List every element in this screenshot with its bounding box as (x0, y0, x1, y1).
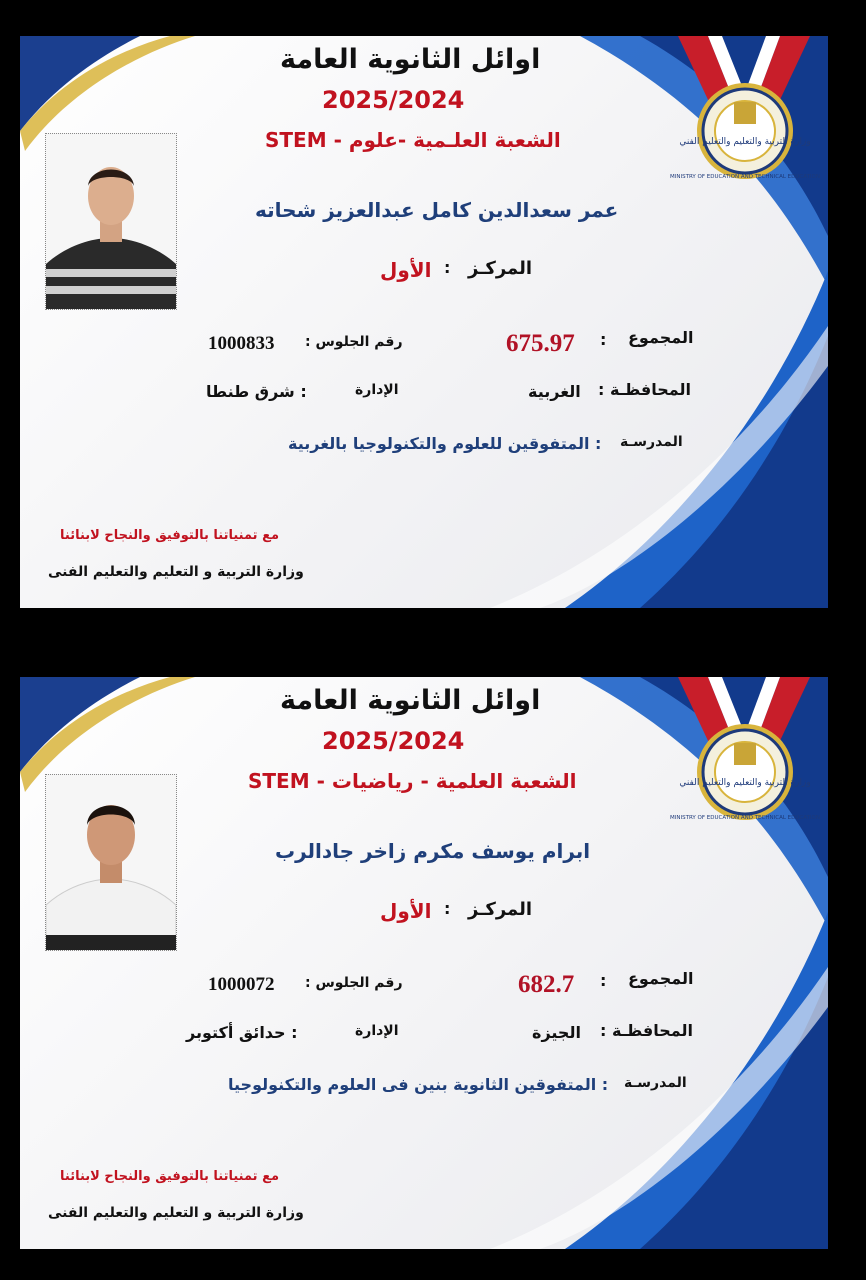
svg-text:MINISTRY OF EDUCATION AND TECH: MINISTRY OF EDUCATION AND TECHNICAL EDUCATION (670, 815, 820, 821)
ministry-name: وزارة التربية و التعليم والتعليم الفنى (48, 1205, 304, 1221)
rank-colon: : (444, 899, 451, 918)
ministry-medal (670, 677, 820, 827)
student-name: ابرام يوسف مكرم زاخر جادالرب (275, 839, 591, 863)
total-colon: : (600, 330, 607, 349)
total-value: 675.97 (506, 330, 575, 357)
eagle-emblem-icon (734, 102, 756, 124)
total-value: 682.7 (518, 971, 575, 998)
svg-text:وزارة التربية والتعليم والتعلي: وزارة التربية والتعليم والتعليم الفني (679, 778, 811, 788)
seat-label: رقم الجلوس : (305, 975, 403, 991)
governorate-value: الجيزة (532, 1023, 581, 1042)
award-card-2 (20, 677, 828, 1249)
seat-value: 1000833 (208, 333, 275, 354)
school-label: المدرسـة (624, 1075, 687, 1091)
page-title: اوائل الثانوية العامة (280, 44, 541, 75)
wishes-text: مع تمنياتنا بالتوفيق والنجاح لابنائنا (60, 528, 279, 543)
seat-value: 1000072 (208, 974, 275, 995)
svg-text:وزارة التربية والتعليم والتعلي: وزارة التربية والتعليم والتعليم الفني (679, 137, 811, 147)
ministry-medal (670, 36, 820, 186)
ministry-name: وزارة التربية و التعليم والتعليم الفنى (48, 564, 304, 580)
rank-value: الأول (380, 258, 432, 282)
governorate-label: المحافظـة : (598, 380, 691, 399)
administration-label: الإدارة (355, 382, 399, 398)
student-name: عمر سعدالدين كامل عبدالعزيز شحاته (255, 198, 619, 222)
rank-colon: : (444, 258, 451, 277)
total-label: المجموع (628, 969, 694, 988)
rank-value: الأول (380, 899, 432, 923)
page-title: اوائل الثانوية العامة (280, 685, 541, 716)
academic-year: 2025/2024 (322, 86, 465, 114)
governorate-label: المحافظـة : (600, 1021, 693, 1040)
seat-label: رقم الجلوس : (305, 334, 403, 350)
rank-label: المركـز (468, 899, 533, 920)
wishes-text: مع تمنياتنا بالتوفيق والنجاح لابنائنا (60, 1169, 279, 1184)
total-colon: : (600, 971, 607, 990)
svg-text:MINISTRY OF EDUCATION AND TECH: MINISTRY OF EDUCATION AND TECHNICAL EDUCATION (670, 174, 820, 180)
administration-value: : شرق طنطا (206, 382, 307, 401)
administration-label: الإدارة (355, 1023, 399, 1039)
eagle-emblem-icon (734, 743, 756, 765)
total-label: المجموع (628, 328, 694, 347)
branch-label: الشعبة العلـمية -علوم - STEM (265, 128, 561, 152)
student-photo (45, 133, 177, 310)
administration-value: : حدائق أكتوبر (186, 1023, 298, 1042)
school-value: : المتفوقين للعلوم والتكنولوجيا بالغربية (288, 434, 602, 453)
rank-label: المركـز (468, 258, 533, 279)
academic-year: 2025/2024 (322, 727, 465, 755)
award-card-1 (20, 36, 828, 608)
school-label: المدرسـة (620, 434, 683, 450)
school-value: : المتفوقين الثانوية بنين فى العلوم والتكنولوجيا (228, 1075, 609, 1094)
governorate-value: الغربية (528, 382, 581, 401)
branch-label: الشعبة العلمية - رياضيات - STEM (248, 769, 577, 793)
student-photo (45, 774, 177, 951)
